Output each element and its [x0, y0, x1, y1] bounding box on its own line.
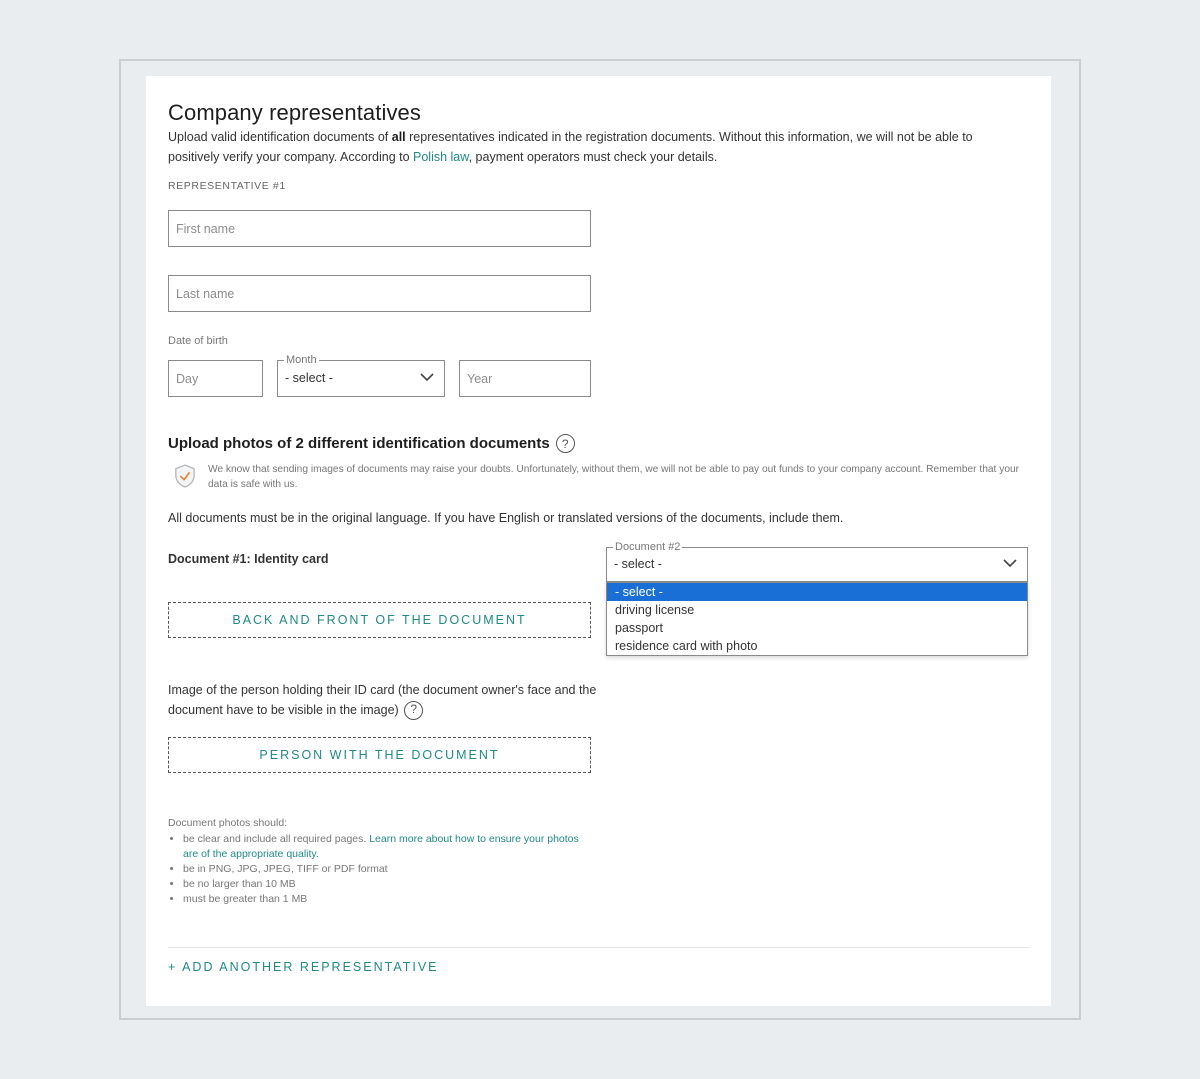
month-legend: Month: [286, 354, 317, 366]
chevron-down-icon: [420, 372, 434, 382]
intro-text: Upload valid identification documents of: [168, 130, 392, 144]
month-value: - select -: [285, 371, 333, 385]
shield-check-icon: [174, 462, 196, 490]
intro-bold: all: [391, 130, 406, 144]
requirements-list: [168, 832, 588, 907]
month-select[interactable]: [277, 354, 445, 397]
help-icon[interactable]: ?: [404, 701, 423, 720]
requirement-text: be clear and include all required pages.: [183, 833, 370, 845]
option-residence-card[interactable]: residence card with photo: [615, 639, 758, 653]
date-of-birth-label: Date of birth: [168, 335, 228, 347]
option-select[interactable]: - select -: [607, 583, 1027, 601]
list-item: • must be greater than 1 MB: [183, 892, 588, 907]
photo-quality-link[interactable]: Learn more about how to ensure your photos are of the appropriate quality.: [183, 833, 579, 860]
document-2-value: - select -: [614, 557, 662, 571]
list-item: [183, 832, 588, 862]
document-2-options-list[interactable]: [606, 582, 1028, 656]
representative-label: REPRESENTATIVE #1: [168, 180, 286, 192]
intro-text-2: representatives indicated in the registration documents. Without this information, we will not be able to positively verify your company. According to: [168, 130, 973, 164]
security-notice: [174, 462, 1034, 492]
requirements-title: Document photos should:: [168, 817, 288, 829]
language-note: All documents must be in the original language. If you have English or translated versions of the documents, include them.: [168, 511, 844, 525]
first-name-field[interactable]: [168, 210, 591, 247]
section-intro: [168, 128, 1018, 167]
first-name-placeholder: First name: [176, 221, 236, 236]
intro-text-3: , payment operators must check your details.: [468, 149, 718, 164]
year-placeholder: Year: [467, 371, 493, 386]
person-with-document-upload-button[interactable]: PERSON WITH THE DOCUMENT: [168, 737, 591, 773]
representatives-card: [146, 76, 1051, 1006]
holding-id-instructions: [168, 681, 598, 720]
upload-section-title: [168, 434, 575, 453]
document-1-label: Document #1: Identity card: [168, 552, 329, 566]
last-name-field[interactable]: [168, 275, 591, 312]
help-icon[interactable]: ?: [556, 434, 575, 453]
list-item: • be in PNG, JPG, JPEG, TIFF or PDF format: [183, 862, 588, 877]
day-placeholder: Day: [176, 371, 199, 386]
year-field[interactable]: [459, 360, 591, 397]
upload-title-text: Upload photos of 2 different identification documents: [168, 435, 550, 452]
polish-law-link[interactable]: Polish law: [413, 149, 469, 164]
list-item: • be no larger than 10 MB: [183, 877, 588, 892]
chevron-down-icon: [1003, 558, 1017, 568]
last-name-placeholder: Last name: [176, 286, 235, 301]
option-passport[interactable]: passport: [615, 621, 663, 635]
section-title: Company representatives: [168, 100, 421, 125]
notice-text: We know that sending images of documents may raise your doubts. Unfortunately, without them, we will not be able to pay out funds to your company account. Remember that your data is safe with us.: [207, 464, 1020, 490]
document-2-legend: Document #2: [615, 541, 681, 553]
document-2-select[interactable]: [606, 541, 1028, 582]
holding-text: Image of the person holding their ID card (the document owner's face and the document have to be visible in the image): [168, 683, 597, 717]
back-and-front-upload-button[interactable]: BACK AND FRONT OF THE DOCUMENT: [168, 602, 591, 638]
day-field[interactable]: [168, 360, 263, 397]
add-representative-button[interactable]: + ADD ANOTHER REPRESENTATIVE: [168, 960, 439, 974]
option-driving-license[interactable]: driving license: [615, 603, 695, 617]
divider: [168, 947, 1029, 948]
